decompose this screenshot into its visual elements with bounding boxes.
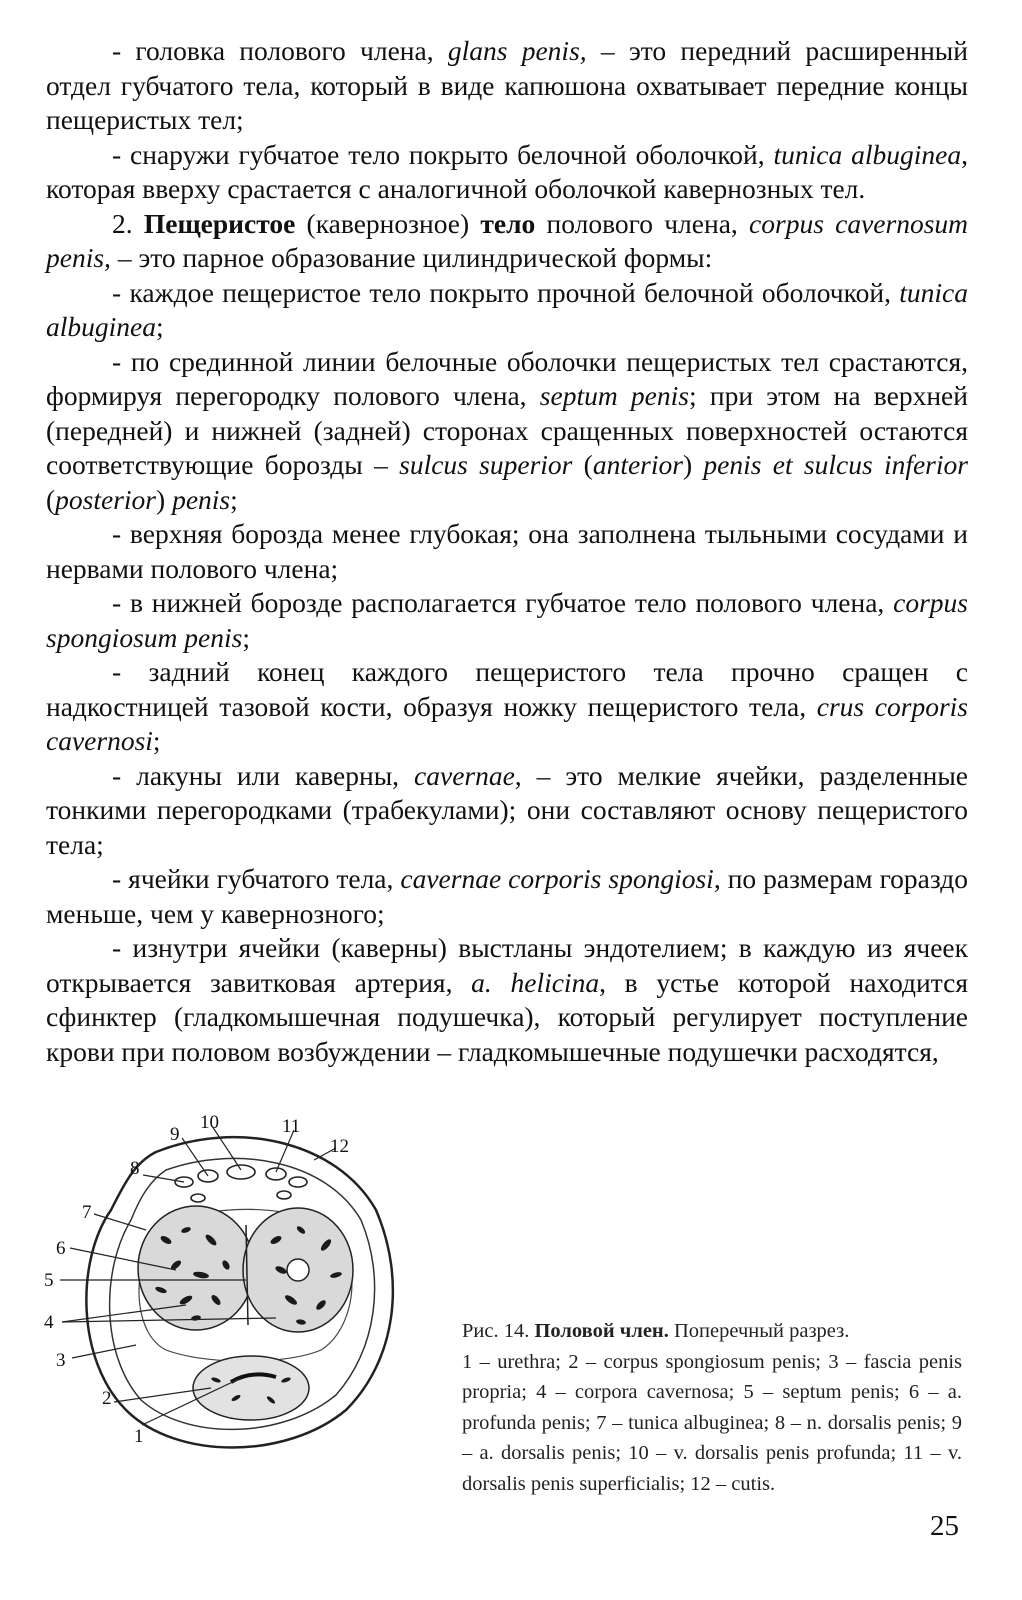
paragraph (46, 655, 968, 759)
label-3: 3 (56, 1350, 66, 1371)
paragraph (46, 759, 968, 863)
label-6: 6 (56, 1238, 66, 1259)
latin-term: sulcus superior (399, 449, 573, 480)
paragraph (46, 207, 968, 276)
text-run: – это передний расширенный отдел губчатого тела, который в виде капюшона охватывает передние концы пещеристых тел; (46, 35, 968, 135)
text-run: - лакуны или каверны, (112, 759, 415, 791)
text-run: - ячейки губчатого тела, (112, 863, 401, 894)
latin-term: penis (172, 483, 231, 515)
text-run: - изнутри ячейки (каверны) выстланы эндотелием; в каждую из ячеек открывается завитковая артерия, (46, 932, 968, 998)
figure-caption (462, 1316, 962, 1499)
text-run: ( (572, 449, 593, 480)
paragraph (46, 586, 968, 655)
caption-subtitle: Поперечный разрез. (668, 1320, 850, 1342)
text-run: - снаружи губчатое тело покрыто белочной оболочкой, (112, 138, 774, 170)
label-1: 1 (134, 1426, 144, 1447)
latin-term: corpus spongiosum penis (46, 587, 968, 653)
page-number: 25 (930, 1510, 959, 1542)
body-text (46, 34, 968, 1069)
latin-term: cavernae corporis spongiosi (400, 863, 714, 894)
caption-prefix: Рис. 14. (462, 1320, 535, 1342)
text-run: ) (156, 483, 173, 515)
paragraph (46, 931, 968, 1069)
latin-term: a. helicina (471, 966, 600, 998)
label-4: 4 (44, 1312, 54, 1333)
text-run: – это мелкие ячейки, разделенные тонкими перегородками (трабекулами); они составляют основу пещеристого тела; (46, 759, 969, 860)
text-run: , в устье которой находится сфинктер (гладкомышечная подушечка), который регулирует поступление крови при половом возбуждении – гладкомышечные подушечки расходятся, (46, 966, 968, 1067)
text-run: 2. (112, 207, 144, 239)
text-run: - в нижней борозде располагается губчатое тело полового члена, (112, 587, 894, 618)
text-run: ; (242, 621, 250, 653)
text-run: - верхняя борозда менее глубокая; она заполнена тыльными сосудами и нервами полового члена; (46, 518, 968, 584)
latin-term: posterior (55, 483, 157, 515)
text-run: ( (46, 483, 56, 515)
paragraph (46, 517, 968, 586)
latin-term: crus corporis cavernosi (46, 690, 968, 756)
paragraph (46, 276, 968, 345)
text-run: полового члена, (535, 207, 750, 239)
label-5: 5 (44, 1270, 54, 1291)
dorsal-vessels (175, 1165, 307, 1202)
label-11: 11 (282, 1116, 301, 1137)
latin-term: penis et sulcus inferior (703, 449, 968, 480)
text-run: (кавернозное) (295, 207, 481, 239)
caption-title: Половой член. (534, 1320, 669, 1342)
text-run: ; при этом на верхней (передней) и нижней (задней) сторонах сращенных поверхностей остаются соответствующие борозды – (46, 380, 968, 480)
latin-term: tunica albuginea (773, 138, 962, 170)
latin-term: cavernae, (414, 759, 522, 791)
paragraph (46, 138, 968, 207)
text-run: ; (230, 483, 238, 515)
caption-legend: 1 – urethra; 2 – corpus spongiosum penis; 3 – fascia penis propria; 4 – corpora cavernosa; 5 – septum penis; 6 – a. profunda penis; 7 – tunica albuginea; 8 – n. dorsalis penis; 9 – a. dorsalis penis; 10 – v. dorsalis penis profunda; 11 – v. dorsalis penis superficialis; 12 – cutis. (462, 1350, 962, 1495)
cross-section-figure (36, 1090, 416, 1470)
paragraph (46, 862, 968, 931)
text-run: , по размерам гораздо меньше, чем у кавернозного; (46, 863, 968, 929)
latin-term: anterior (592, 449, 683, 480)
text-run: ; (156, 311, 164, 342)
text-run: ; (152, 725, 161, 756)
text-run: - задний конец каждого пещеристого тела прочно сращен с надкостницей тазовой кости, образуя ножку пещеристого тела, (46, 656, 968, 722)
label-9: 9 (170, 1124, 180, 1145)
label-7: 7 (82, 1202, 92, 1223)
text-run: , которая вверху срастается с аналогичной оболочкой кавернозных тел. (46, 138, 968, 204)
paragraph (46, 34, 968, 138)
paragraph (46, 345, 968, 518)
latin-term: septum penis (539, 380, 689, 411)
label-2: 2 (102, 1388, 112, 1409)
bold-term: Пещеристое (143, 207, 296, 239)
cross-section-drawing (36, 1090, 416, 1470)
text-run: ) (682, 449, 704, 480)
text-run: - по срединной линии белочные оболочки пещеристых тел срастаются, формируя перегородку полового члена, (46, 345, 968, 411)
text-run: - головка полового члена, (112, 35, 448, 66)
latin-term: tunica albuginea (46, 276, 968, 342)
text-run: – это парное образование цилиндрической формы: (110, 242, 713, 273)
label-10: 10 (200, 1112, 219, 1133)
bold-term: тело (480, 207, 536, 239)
label-8: 8 (130, 1158, 140, 1179)
label-12: 12 (330, 1136, 349, 1157)
latin-term: glans penis, (447, 35, 587, 66)
latin-term: corpus cavernosum penis, (46, 207, 969, 273)
text-run: - каждое пещеристое тело покрыто прочной белочной оболочкой, (112, 276, 900, 308)
